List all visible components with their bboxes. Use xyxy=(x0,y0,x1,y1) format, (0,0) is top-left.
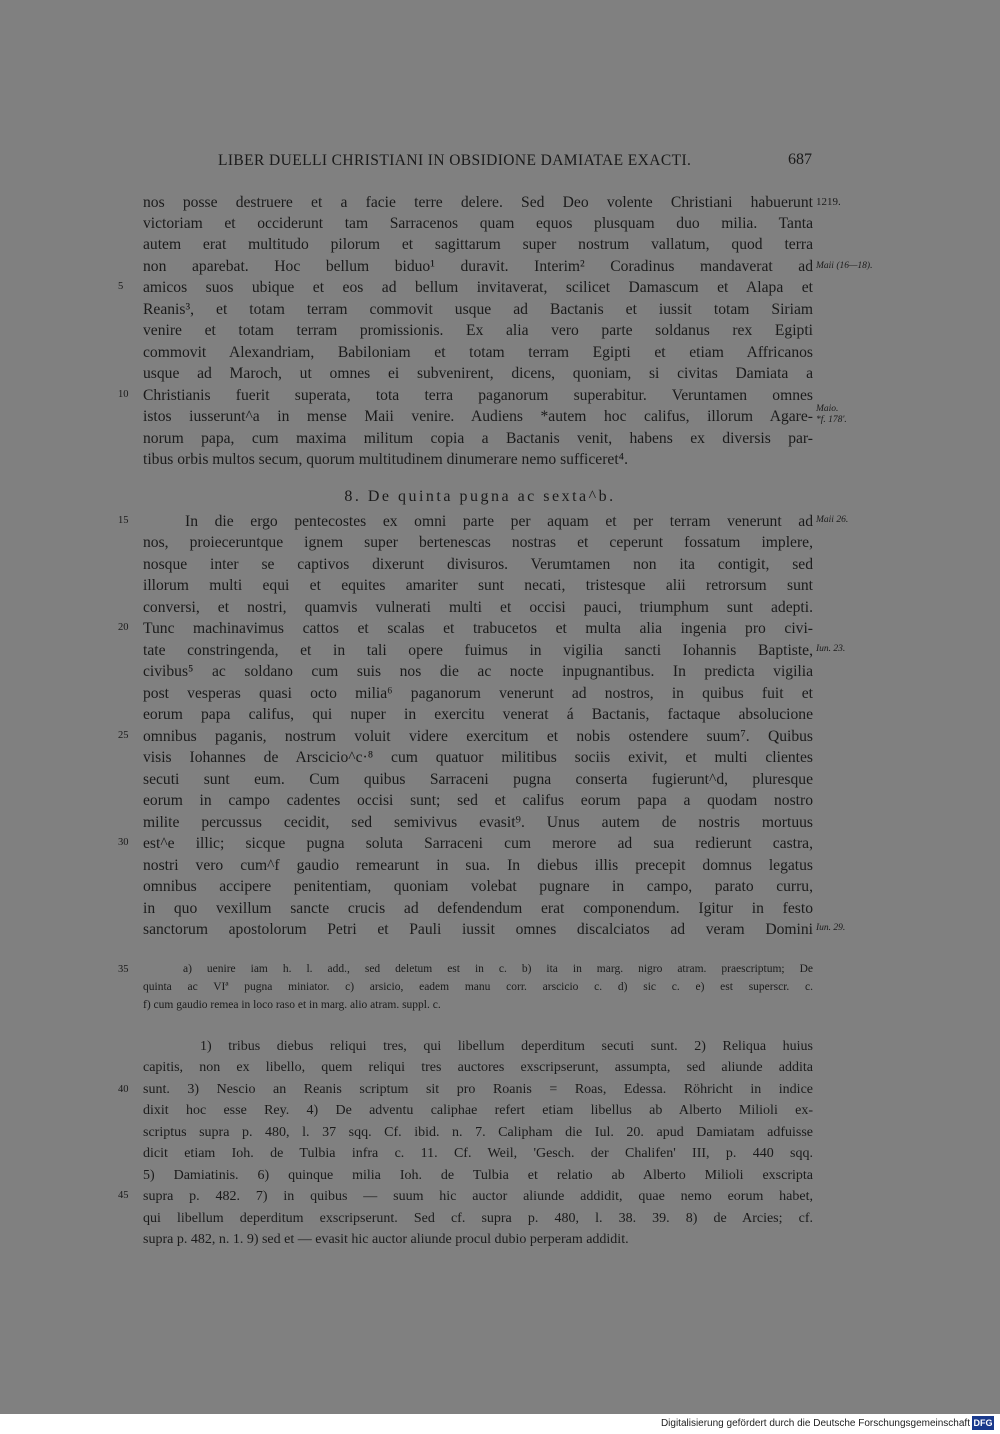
text-line: Reanis³, et totam terram commovit usque ad Bactanis et iussit totam Siriam xyxy=(143,301,813,318)
text-line: eorum in campo cadentes occisi sunt; sed et califus eorum papa a quodam nostro xyxy=(143,792,813,809)
line-number: 35 xyxy=(118,964,129,975)
text-line: amicos suos ubique et eos ad bellum invitaverat, scilicet Damascum et Alapa et xyxy=(143,279,813,296)
line-number: 10 xyxy=(118,389,129,400)
text-line: eorum papa califus, qui nuper in exercitu venerat á Bactanis, factaque absolucione xyxy=(143,706,813,723)
footnote-line: qui libellum deperditum exscripserunt. Sed cf. supra p. 480, l. 38. 39. 8) de Arcies; cf. xyxy=(143,1211,813,1226)
footnote-line: 1) tribus diebus reliqui tres, qui libellum deperditum secuti sunt. 2) Reliqua huius xyxy=(200,1039,813,1054)
line-number: 5 xyxy=(118,281,124,292)
text-line: omnibus accipere penitentiam, quoniam volebat pugnare in campo, parato curru, xyxy=(143,878,813,895)
text-line: milite percussus cecidit, sed semivivus evasit⁹. Unus autem de nostris mortuus xyxy=(143,814,813,831)
page-number: 687 xyxy=(788,151,812,168)
text-line: omnibus paganis, nostrum voluit videre exercitum et nobis ostendere suum⁷. Quibus xyxy=(143,728,813,745)
text-line: commovit Alexandriam, Babiloniam et totam terram Egipti et etiam Affricanos xyxy=(143,344,813,361)
section-heading: 8. De quinta pugna ac sexta^b. xyxy=(344,488,616,505)
text-line: victoriam et occiderunt tam Sarracenos quam equos plusquam duo milia. Tanta xyxy=(143,215,813,232)
dfg-logo: DFG xyxy=(973,1418,993,1428)
text-line: post vesperas quasi octo milia⁶ paganorum venerunt ad nostros, in quibus fuit et xyxy=(143,685,813,702)
margin-date: Maio. xyxy=(816,404,839,414)
apparatus-line: a) uenire iam h. l. add., sed deletum est in c. b) ita in marg. nigro atram. praescriptum; De xyxy=(183,963,813,975)
running-title: LIBER DUELLI CHRISTIANI IN OBSIDIONE DAMIATAE EXACTI. xyxy=(218,152,692,169)
text-line: sanctorum apostolorum Petri et Pauli iussit omnes discalciatos ad veram Domini xyxy=(143,921,813,938)
line-number: 15 xyxy=(118,515,129,526)
line-number: 40 xyxy=(118,1084,129,1095)
margin-date: Maii (16—18). xyxy=(816,261,873,271)
text-line: illorum multi equi et equites amariter sunt necati, tristesque alii retrorsum sunt xyxy=(143,577,813,594)
text-line: est^e illic; sicque pugna soluta Sarraceni cum merore ad sua redierunt castra, xyxy=(143,835,813,852)
text-line: In die ergo pentecostes ex omni parte per aquam et per terram venerunt ad xyxy=(185,513,813,530)
footnote-line: dicit etiam Ioh. de Tulbia infra c. 11. Cf. Weil, 'Gesch. der Chalifen' III, p. 440 sqq. xyxy=(143,1146,813,1161)
text-line: venire et totam terram promissionis. Ex alia vero parte soldanus rex Egipti xyxy=(143,322,813,339)
digitization-credit: Digitalisierung gefördert durch die Deutsche Forschungsgemeinschaft xyxy=(660,1418,970,1429)
margin-date: Maii 26. xyxy=(816,515,849,525)
text-line: tate constringenda, et in tali opere fuimus in vigilia sancti Iohannis Baptiste, xyxy=(143,642,813,659)
footnote-line: supra p. 482. 7) in quibus — suum hic auctor aliunde addidit, quae nemo eorum habet, xyxy=(143,1189,813,1204)
footnote-line: 5) Damiatinis. 6) quinque milia Ioh. de Tulbia et relatio ab Alberto Milioli exscripta xyxy=(143,1168,813,1183)
line-number: 30 xyxy=(118,837,129,848)
footnote-line: capitis, non ex libello, quem reliqui tres auctores exscripserunt, assumpta, sed aliunde addita xyxy=(143,1060,813,1075)
text-line: nosque inter se captivos dixerunt divisuros. Verumtamen non ita contigit, sed xyxy=(143,556,813,573)
text-line: istos iusserunt^a in mense Maii venire. Audiens *autem hoc califus, illorum Agare- xyxy=(143,408,813,425)
text-line: nos posse destruere et a facie terre delere. Sed Deo volente Christiani habuerunt xyxy=(143,194,813,211)
text-line: civibus⁵ ac soldano cum suis nos die ac nocte inpugnantibus. In predicta vigilia xyxy=(143,663,813,680)
margin-folio: *f. 178'. xyxy=(816,415,847,425)
text-line: norum papa, cum maxima militum copia a Bactanis venit, habens ex diversis par- xyxy=(143,430,813,447)
line-number: 45 xyxy=(118,1190,129,1201)
text-line: Christianis fuerit superata, tota terra paganorum superabitur. Veruntamen omnes xyxy=(143,387,813,404)
text-line: in quo vexillum sancte crucis ad defendendum erat componendum. Igitur in festo xyxy=(143,900,813,917)
text-line: autem erat multitudo pilorum et sagittarum super nostrum vallatum, quod terra xyxy=(143,236,813,253)
margin-year: 1219. xyxy=(816,196,841,208)
margin-date: Iun. 23. xyxy=(816,644,846,654)
text-line: tibus orbis multos secum, quorum multitudinem dinumerare nemo sufficeret⁴. xyxy=(143,451,629,468)
text-line: visis Iohannes de Arscicio^c·⁸ cum quatuor militibus sociis exivit, et multi clientes xyxy=(143,749,813,766)
text-line: Tunc machinavimus cattos et scalas et trabucetos et multa alia ingenia pro civi- xyxy=(143,620,813,637)
text-line: non aparebat. Hoc bellum biduo¹ duravit. Interim² Coradinus mandaverat ad xyxy=(143,258,813,275)
line-number: 25 xyxy=(118,730,129,741)
footnote-line: dixit hoc esse Rey. 4) De adventu caliphae refert etiam libellus ab Alberto Milioli ex- xyxy=(143,1103,813,1118)
text-line: nos, proieceruntque ignem super bertenescas nostras et ceperunt fossatum implere, xyxy=(143,534,813,551)
text-line: usque ad Maroch, ut omnes ei subvenirent, dicens, quoniam, si civitas Damiata a xyxy=(143,365,813,382)
apparatus-line: f) cum gaudio remea in loco raso et in marg. alio atram. suppl. c. xyxy=(143,999,441,1011)
margin-date: Iun. 29. xyxy=(816,923,846,933)
text-line: secuti sunt eum. Cum quibus Sarraceni pugna conserta fugierunt^d, pluresque xyxy=(143,771,813,788)
text-line: conversi, et nostri, quamvis vulnerati multi et occisi pauci, triumphum sunt adepti. xyxy=(143,599,813,616)
apparatus-line: quinta ac VIª pugna miniator. c) arsicio, eadem manu corr. arscicio c. d) sic c. e) est superscr. c. xyxy=(143,981,813,993)
text-line: nostri vero cum^f gaudio remearunt in sua. In diebus illis precepit domnus legatus xyxy=(143,857,813,874)
footnote-line: sunt. 3) Nescio an Reanis scriptum sit pro Roanis = Roas, Edessa. Röhricht in indice xyxy=(143,1082,813,1097)
footnote-line: supra p. 482, n. 1. 9) sed et — evasit hic auctor aliunde procul dubio perperam addidit. xyxy=(143,1232,629,1247)
footnote-line: scriptus supra p. 480, l. 37 sqq. Cf. ibid. n. 7. Calipham die Iul. 20. apud Damiatam adfuisse xyxy=(143,1125,813,1140)
line-number: 20 xyxy=(118,622,129,633)
